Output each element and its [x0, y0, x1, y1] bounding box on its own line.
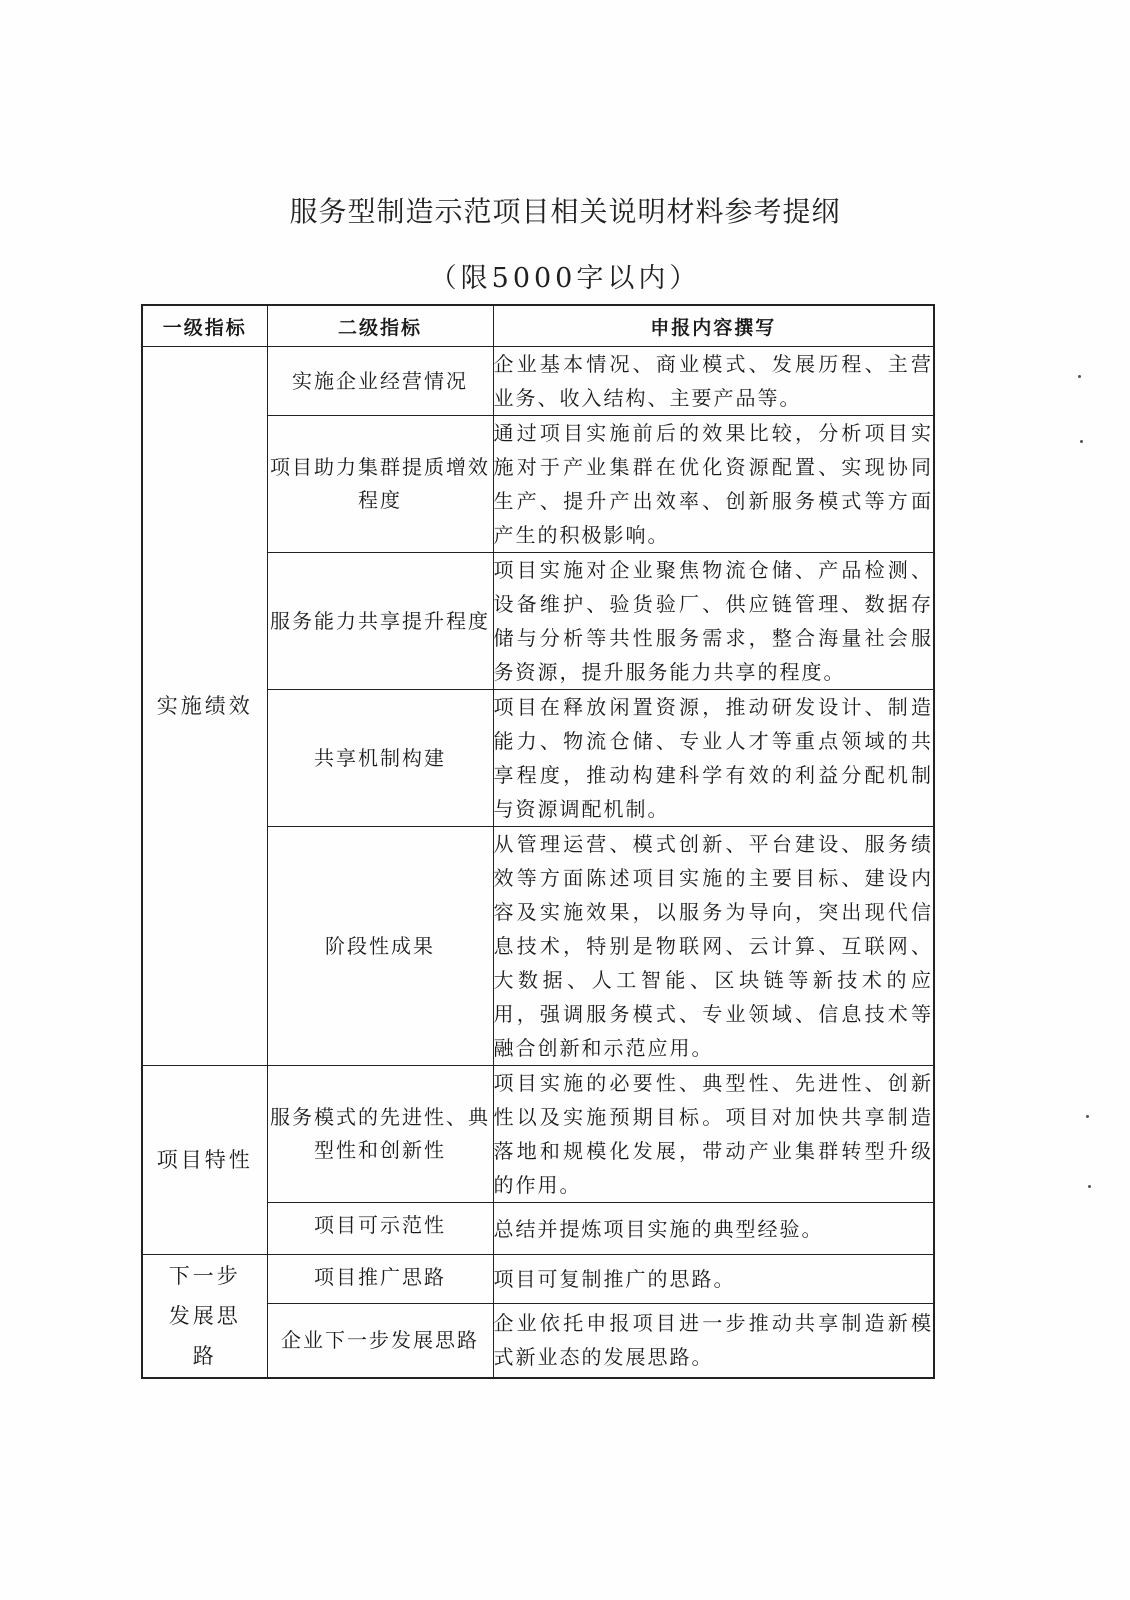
level1-cell: [142, 1255, 267, 1378]
level2-cell: 服务模式的先进性、典型性和创新性: [267, 1066, 493, 1203]
content-cell: 项目实施的必要性、典型性、先进性、创新性以及实施预期目标。项目对加快共享制造落地和规模化发展，带动产业集群转型升级的作用。: [493, 1066, 934, 1203]
scan-speck: [1086, 1115, 1089, 1118]
level2-cell: 服务能力共享提升程度: [267, 553, 493, 690]
content-cell: 从管理运营、模式创新、平台建设、服务绩效等方面陈述项目实施的主要目标、建设内容及实施效果，以服务为导向，突出现代信息技术，特别是物联网、云计算、互联网、大数据、人工智能、区块链等新技术的应用，强调服务模式、专业领域、信息技术等融合创新和示范应用。: [493, 827, 934, 1066]
content-cell: 总结并提炼项目实施的典型经验。: [493, 1203, 934, 1255]
header-content: 申报内容撰写: [493, 305, 934, 347]
table-row: [142, 1066, 934, 1203]
level2-cell: 企业下一步发展思路: [267, 1304, 493, 1378]
table-header-row: [142, 305, 934, 347]
content-cell: 项目实施对企业聚焦物流仓储、产品检测、设备维护、验货验厂、供应链管理、数据存储与分析等共性服务需求，整合海量社会服务资源，提升服务能力共享的程度。: [493, 553, 934, 690]
table-row: [142, 347, 934, 416]
content-cell: 通过项目实施前后的效果比较，分析项目实施对于产业集群在优化资源配置、实现协同生产、提升产出效率、创新服务模式等方面产生的积极影响。: [493, 416, 934, 553]
level2-cell: 实施企业经营情况: [267, 347, 493, 416]
document-title: 服务型制造示范项目相关说明材料参考提纲: [289, 195, 841, 228]
level1-cell: 项目特性: [142, 1066, 267, 1255]
level2-cell: 共享机制构建: [267, 690, 493, 827]
scan-speck: [1080, 440, 1083, 443]
table-row: [142, 1255, 934, 1304]
level1-label: 下一步发展思路: [168, 1263, 241, 1368]
header-level1: 一级指标: [142, 305, 267, 347]
content-cell: 企业依托申报项目进一步推动共享制造新模式新业态的发展思路。: [493, 1304, 934, 1378]
scan-speck: [1088, 1185, 1091, 1188]
level1-cell: 实施绩效: [142, 347, 267, 1066]
document-subtitle: （限5000字以内）: [429, 263, 701, 294]
content-cell: 项目在释放闲置资源，推动研发设计、制造能力、物流仓储、专业人才等重点领域的共享程度，推动构建科学有效的利益分配机制与资源调配机制。: [493, 690, 934, 827]
level2-cell: 项目可示范性: [267, 1203, 493, 1255]
level2-cell: 阶段性成果: [267, 827, 493, 1066]
outline-table: [141, 304, 935, 1379]
level2-cell: 项目助力集群提质增效程度: [267, 416, 493, 553]
content-cell: 项目可复制推广的思路。: [493, 1255, 934, 1304]
level2-cell: 项目推广思路: [267, 1255, 493, 1304]
content-cell: 企业基本情况、商业模式、发展历程、主营业务、收入结构、主要产品等。: [493, 347, 934, 416]
scan-speck: [1078, 375, 1081, 378]
header-level2: 二级指标: [267, 305, 493, 347]
